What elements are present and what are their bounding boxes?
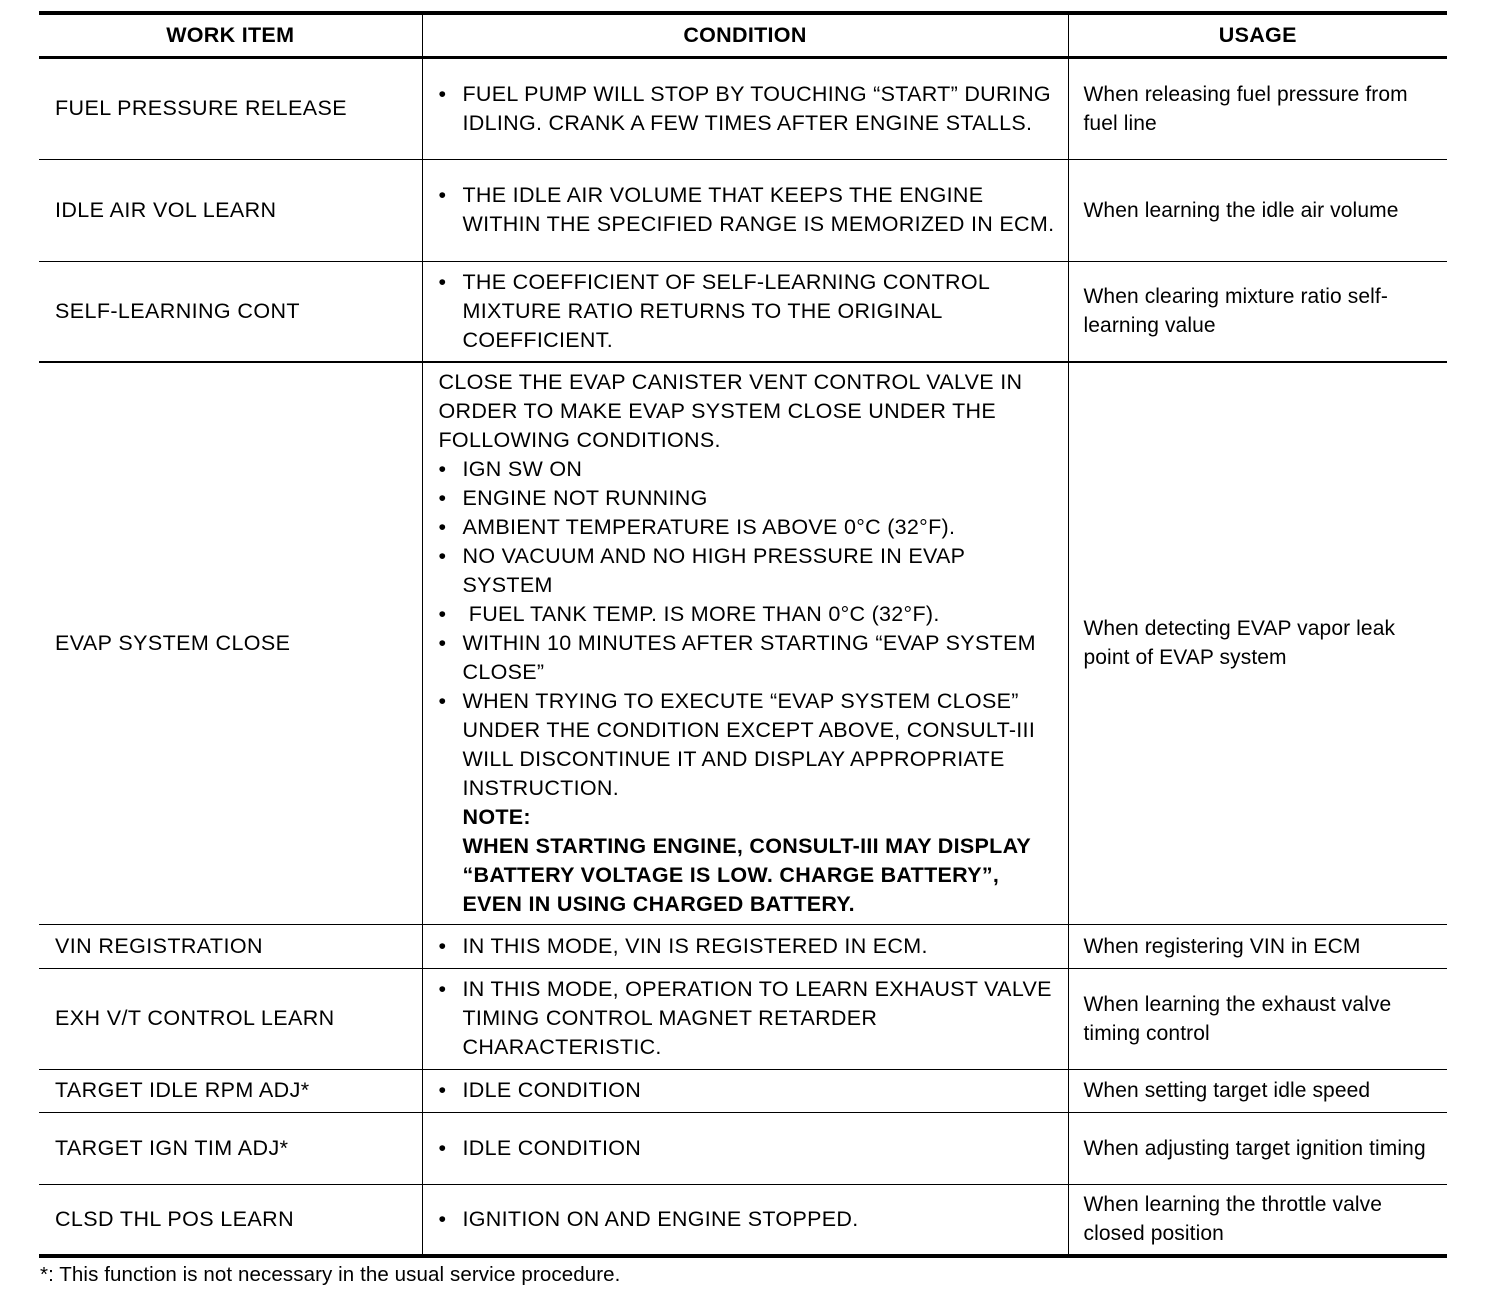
condition-cell: [422, 1069, 1068, 1112]
work-item-cell: EXH V/T CONTROL LEARN: [39, 968, 422, 1069]
note-label: NOTE:: [462, 804, 531, 829]
usage-cell: When learning the idle air volume: [1068, 159, 1447, 261]
usage-cell: When setting target idle speed: [1068, 1069, 1447, 1112]
condition-bullet: • WHEN TRYING TO EXECUTE “EVAP SYSTEM CLOSE” UNDER THE CONDITION EXCEPT ABOVE, CONSULT-III WILL DISCONTINUE IT AND DISPLAY APPROPRIATE INSTRUCTION.: [439, 687, 1060, 803]
condition-cell: [422, 924, 1068, 968]
condition-cell: [422, 261, 1068, 362]
work-item-cell: TARGET IDLE RPM ADJ*: [39, 1069, 422, 1112]
header-condition: CONDITION: [422, 13, 1068, 57]
table-row: [39, 1112, 1447, 1184]
usage-cell: When clearing mixture ratio self-learning value: [1068, 261, 1447, 362]
condition-bullet: • IN THIS MODE, VIN IS REGISTERED IN ECM.: [439, 932, 1060, 961]
note-text: WHEN STARTING ENGINE, CONSULT-III MAY DISPLAY “BATTERY VOLTAGE IS LOW. CHARGE BATTERY”, EVEN IN USING CHARGED BATTERY.: [462, 833, 1031, 916]
work-item-cell: EVAP SYSTEM CLOSE: [39, 362, 422, 924]
table-row: [39, 159, 1447, 261]
usage-cell: When registering VIN in ECM: [1068, 924, 1447, 968]
table-row: [39, 968, 1447, 1069]
condition-cell: [422, 57, 1068, 159]
work-item-cell: VIN REGISTRATION: [39, 924, 422, 968]
condition-cell: [422, 159, 1068, 261]
table-row: [39, 1184, 1447, 1256]
condition-bullet: • WITHIN 10 MINUTES AFTER STARTING “EVAP SYSTEM CLOSE”: [439, 629, 1060, 687]
condition-bullet: • FUEL TANK TEMP. IS MORE THAN 0°C (32°F).: [439, 600, 1060, 629]
condition-cell: [422, 1184, 1068, 1256]
condition-bullet: • FUEL PUMP WILL STOP BY TOUCHING “START” DURING IDLING. CRANK A FEW TIMES AFTER ENGINE STALLS.: [439, 80, 1060, 138]
table-row: [39, 1069, 1447, 1112]
work-item-cell: IDLE AIR VOL LEARN: [39, 159, 422, 261]
condition-bullet: • IDLE CONDITION: [439, 1134, 1060, 1163]
condition-bullet: • ENGINE NOT RUNNING: [439, 484, 1060, 513]
usage-cell: When adjusting target ignition timing: [1068, 1112, 1447, 1184]
condition-bullet: • IGN SW ON: [439, 455, 1060, 484]
header-row: [39, 13, 1447, 57]
work-item-cell: TARGET IGN TIM ADJ*: [39, 1112, 422, 1184]
work-item-cell: SELF-LEARNING CONT: [39, 261, 422, 362]
usage-cell: When learning the throttle valve closed position: [1068, 1184, 1447, 1256]
usage-cell: When detecting EVAP vapor leak point of EVAP system: [1068, 362, 1447, 924]
work-support-table: [39, 11, 1447, 1258]
condition-cell: [422, 968, 1068, 1069]
condition-bullet: • THE COEFFICIENT OF SELF-LEARNING CONTROL MIXTURE RATIO RETURNS TO THE ORIGINAL COEFFICIENT.: [439, 268, 1060, 355]
condition-intro: CLOSE THE EVAP CANISTER VENT CONTROL VALVE IN ORDER TO MAKE EVAP SYSTEM CLOSE UNDER THE FOLLOWING CONDITIONS.: [438, 369, 1023, 452]
condition-bullet: • IDLE CONDITION: [439, 1076, 1060, 1105]
condition-bullet: • IN THIS MODE, OPERATION TO LEARN EXHAUST VALVE TIMING CONTROL MAGNET RETARDER CHARACTERISTIC.: [439, 975, 1060, 1062]
header-work-item: WORK ITEM: [39, 13, 422, 57]
table-row: [39, 362, 1447, 924]
work-item-cell: CLSD THL POS LEARN: [39, 1184, 422, 1256]
table-row: [39, 57, 1447, 159]
condition-bullet: • NO VACUUM AND NO HIGH PRESSURE IN EVAP SYSTEM: [439, 542, 1060, 600]
condition-bullet: • IGNITION ON AND ENGINE STOPPED.: [439, 1205, 1060, 1234]
usage-cell: When learning the exhaust valve timing control: [1068, 968, 1447, 1069]
table-row: [39, 261, 1447, 362]
header-usage: USAGE: [1068, 13, 1447, 57]
condition-cell: [422, 1112, 1068, 1184]
condition-cell: [422, 362, 1068, 924]
work-item-cell: FUEL PRESSURE RELEASE: [39, 57, 422, 159]
condition-bullet: • AMBIENT TEMPERATURE IS ABOVE 0°C (32°F).: [439, 513, 1060, 542]
table-row: [39, 924, 1447, 968]
usage-cell: When releasing fuel pressure from fuel line: [1068, 57, 1447, 159]
footnote: *: This function is not necessary in the usual service procedure.: [40, 1263, 621, 1286]
condition-bullet: • THE IDLE AIR VOLUME THAT KEEPS THE ENGINE WITHIN THE SPECIFIED RANGE IS MEMORIZED IN ECM.: [439, 181, 1060, 239]
